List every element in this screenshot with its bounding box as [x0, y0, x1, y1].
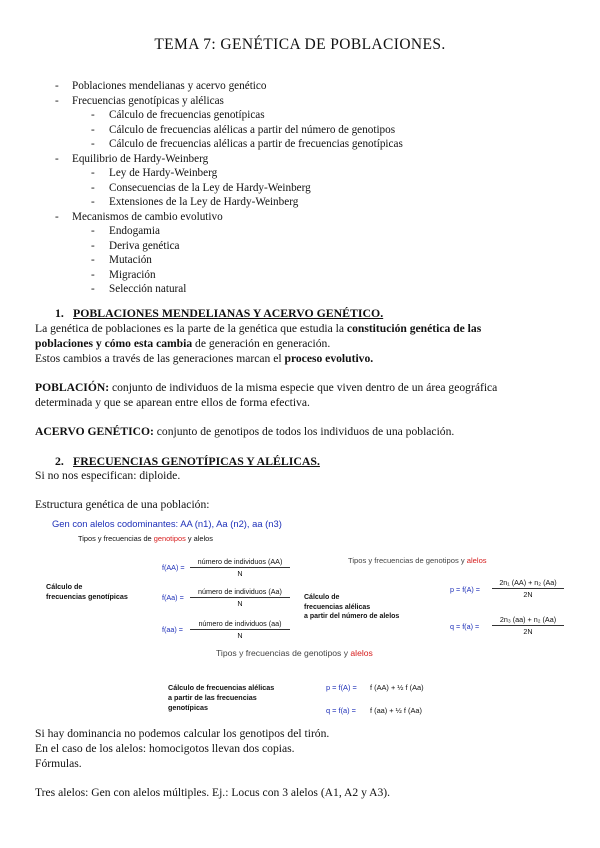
calc-genotipicas-label: Cálculo de frecuencias genotípicas [46, 582, 128, 601]
outline-item: - Poblaciones mendelianas y acervo genético [55, 80, 267, 92]
paragraph: Si hay dominancia no podemos calcular los genotipos del tirón. [35, 727, 330, 740]
paragraph: Tres alelos: Gen con alelos múltiples. Ej.: Locus con 3 alelos (A1, A2 y A3). [35, 786, 391, 799]
figure-caption: Tipos y frecuencias de genotipos y alelos [78, 534, 213, 543]
outline-subitem: - Selección natural [91, 283, 187, 295]
paragraph: La genética de poblaciones es la parte de la genética que estudia la constitución genética de las [35, 322, 482, 335]
paragraph: En el caso de los alelos: homocigotos llevan dos copias. [35, 742, 295, 755]
paragraph: Estos cambios a través de las generaciones marcan el proceso evolutivo. [35, 352, 374, 365]
outline-subitem: - Ley de Hardy-Weinberg [91, 167, 218, 179]
outline-subitem: - Extensiones de la Ley de Hardy-Weinberg [91, 196, 299, 208]
section-1-heading: 1. POBLACIONES MENDELIANAS Y ACERVO GENÉTICO. [55, 306, 384, 320]
section-2-heading: 2. FRECUENCIAS GENOTÍPICAS Y ALÉLICAS. [55, 454, 320, 468]
outline-item: - Mecanismos de cambio evolutivo [55, 210, 223, 223]
outline-subitem: - Migración [91, 268, 156, 281]
paragraph: poblaciones y cómo esta cambia de generación en generación. [35, 337, 331, 350]
q-fa-expression: f (aa) + ½ f (Aa) [370, 706, 422, 715]
outline-subitem: - Mutación [91, 254, 152, 266]
figure-caption: Tipos y frecuencias de genotipos y alelos [216, 648, 373, 658]
f-AA-label: f(AA) = [162, 563, 185, 572]
definition-poblacion: POBLACIÓN: conjunto de individuos de la misma especie que viven dentro de un área geográfica [35, 381, 498, 394]
definition-poblacion-cont: determinada y que se aparean entre ellos de forma efectiva. [35, 396, 310, 409]
outline-item: - Equilibrio de Hardy-Weinberg [55, 152, 209, 165]
outline-subitem: - Cálculo de frecuencias alélicas a partir del número de genotipos [91, 123, 396, 136]
fraction-aa: número de individuos (aa) N [190, 619, 290, 640]
p-fA-label-2: p = f(A) = [326, 683, 357, 692]
definition-acervo: ACERVO GENÉTICO: conjunto de genotipos de todos los individuos de una población. [35, 425, 455, 438]
outline-subitem: - Consecuencias de la Ley de Hardy-Weinberg [91, 181, 311, 194]
calc-alelicas-frecuencias-label: Cálculo de frecuencias alélicas a partir de las frecuencias genotípicas [168, 683, 275, 712]
paragraph: Fórmulas. [35, 757, 82, 770]
outline-subitem: - Cálculo de frecuencias genotípicas [91, 109, 265, 121]
p-fA-expression: f (AA) + ½ f (Aa) [370, 683, 424, 692]
f-Aa-label: f(Aa) = [162, 593, 184, 602]
figure-caption: Tipos y frecuencias de genotipos y alelos [348, 556, 487, 565]
p-fA-label: p = f(A) = [450, 585, 480, 594]
outline-subitem: - Endogamia [91, 225, 160, 237]
q-fa-label-2: q = f(a) = [326, 706, 356, 715]
outline-subitem: - Cálculo de frecuencias alélicas a partir de frecuencias genotípicas [91, 138, 403, 150]
f-aa-label: f(aa) = [162, 625, 183, 634]
paragraph: Estructura genética de una población: [35, 498, 210, 511]
gen-codominant-line: Gen con alelos codominantes: AA (n1), Aa (n2), aa (n3) [52, 518, 282, 529]
fraction-qa: $\frac{\text{2n₃ (aa) + n₂ (Aa)}}{2N}$ [492, 615, 564, 636]
outline-item: - Frecuencias genotípicas y alélicas [55, 94, 224, 107]
fraction-Aa: número de individuos (Aa) N [190, 587, 290, 608]
paragraph: Si no nos especifican: diploide. [35, 469, 181, 482]
page-title: TEMA 7: GENÉTICA DE POBLACIONES. [154, 36, 446, 53]
q-fa-label: q = f(a) = [450, 622, 480, 631]
calc-alelicas-numero-label: Cálculo de frecuencias alélicas a partir del número de alelos [304, 594, 400, 620]
outline-subitem: - Deriva genética [91, 239, 180, 252]
fraction-AA: número de individuos (AA) N [190, 557, 290, 578]
fraction-pA: $\frac{\text{2n₁ (AA) + n₂ (Aa)}}{2N}$ [492, 578, 564, 599]
